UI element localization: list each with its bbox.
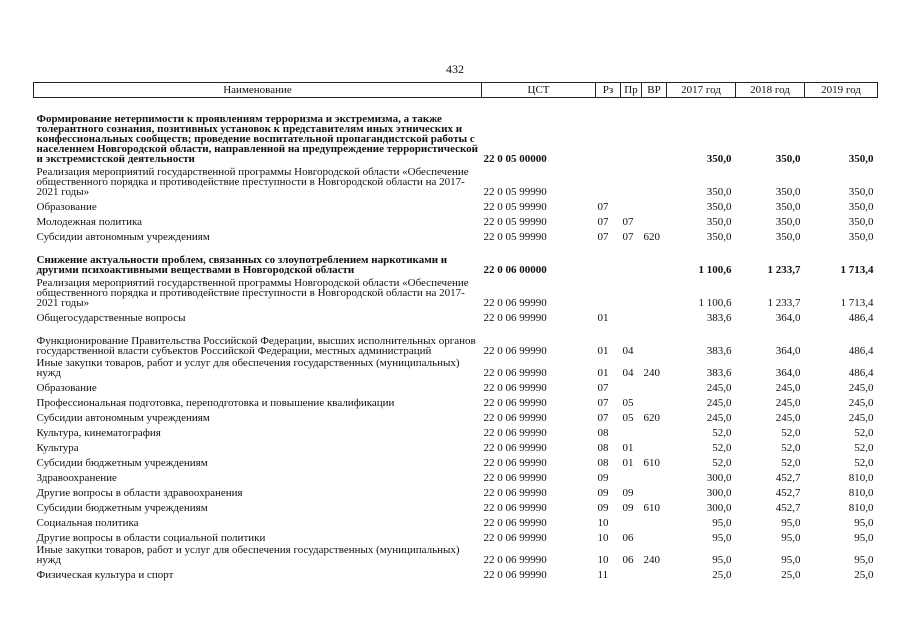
cell-name: Реализация мероприятий государственной программы Новгородской области «Обеспечение общественного порядка и противодействие преступности в Новгородской области на 2017-2021 годы» xyxy=(36,276,469,309)
cell-pr xyxy=(621,98,642,164)
cell-name: Образование xyxy=(36,200,97,213)
cell-2018: 245,0 xyxy=(775,396,801,409)
table-row xyxy=(34,242,878,275)
cell-cst: 22 0 06 99990 xyxy=(483,441,547,454)
cell-cst: 22 0 06 99990 xyxy=(483,296,547,309)
cell-pr: 04 xyxy=(622,344,634,357)
cell-pr xyxy=(621,378,642,393)
table-row xyxy=(34,227,878,242)
cell-2019: 350,0 xyxy=(848,152,874,165)
cell-cst: 22 0 06 99990 xyxy=(483,501,547,514)
cell-vr xyxy=(642,483,667,498)
cell-pr xyxy=(621,308,642,323)
cell-vr xyxy=(642,513,667,528)
cell-2019: 95,0 xyxy=(854,516,874,529)
cell-2018: 350,0 xyxy=(775,200,801,213)
cell-2017: 52,0 xyxy=(712,456,732,469)
table-row xyxy=(34,197,878,212)
cell-rz xyxy=(596,164,621,197)
cell-2019: 1 713,4 xyxy=(840,296,874,309)
cell-2019: 95,0 xyxy=(854,531,874,544)
cell-2019: 350,0 xyxy=(848,215,874,228)
cell-2019: 486,4 xyxy=(848,344,874,357)
cell-rz: 09 xyxy=(597,486,609,499)
table-row xyxy=(34,393,878,408)
cell-pr xyxy=(621,197,642,212)
cell-pr: 06 xyxy=(622,531,634,544)
cell-2018: 52,0 xyxy=(781,441,801,454)
cell-rz: 08 xyxy=(597,426,609,439)
cell-name: Иные закупки товаров, работ и услуг для обеспечения государственных (муниципальных) нужд xyxy=(36,543,460,566)
cell-2018: 452,7 xyxy=(775,501,801,514)
cell-2017: 1 100,6 xyxy=(698,296,732,309)
cell-cst: 22 0 06 99990 xyxy=(483,553,547,566)
cell-name: Субсидии бюджетным учреждениям xyxy=(36,456,208,469)
cell-name: Функционирование Правительства Российской Федерации, высших исполнительных органов государственной власти субъектов Российской Федерации, местных администраций xyxy=(36,334,476,357)
cell-2017: 1 100,6 xyxy=(698,263,732,276)
cell-2017: 350,0 xyxy=(706,230,732,243)
header-2018: 2018 год xyxy=(736,83,805,98)
cell-cst: 22 0 06 99990 xyxy=(483,344,547,357)
cell-name: Реализация мероприятий государственной программы Новгородской области «Обеспечение общественного порядка и противодействие преступности в Новгородской области на 2017-2021 годы» xyxy=(36,165,469,198)
cell-2019: 52,0 xyxy=(854,456,874,469)
cell-2018: 95,0 xyxy=(781,553,801,566)
cell-2019: 245,0 xyxy=(848,396,874,409)
cell-pr: 01 xyxy=(622,441,634,454)
cell-name: Субсидии автономным учреждениям xyxy=(36,411,210,424)
cell-2017: 350,0 xyxy=(706,200,732,213)
cell-vr xyxy=(642,423,667,438)
cell-cst: 22 0 06 99990 xyxy=(483,381,547,394)
cell-cst: 22 0 06 99990 xyxy=(483,411,547,424)
cell-cst: 22 0 06 99990 xyxy=(483,531,547,544)
table-row xyxy=(34,164,878,197)
cell-2018: 245,0 xyxy=(775,411,801,424)
table-row xyxy=(34,408,878,423)
cell-vr xyxy=(642,468,667,483)
cell-2018: 350,0 xyxy=(775,152,801,165)
cell-2017: 95,0 xyxy=(712,516,732,529)
header-pr: Пр xyxy=(621,83,642,98)
table-row xyxy=(34,378,878,393)
header-2019: 2019 год xyxy=(805,83,878,98)
cell-vr xyxy=(642,528,667,543)
cell-rz: 09 xyxy=(597,501,609,514)
cell-pr: 04 xyxy=(622,366,634,379)
cell-2018: 364,0 xyxy=(775,366,801,379)
cell-vr xyxy=(642,565,667,580)
table-row xyxy=(34,356,878,378)
cell-cst: 22 0 05 99990 xyxy=(483,230,547,243)
cell-2018: 245,0 xyxy=(775,381,801,394)
cell-name: Социальная политика xyxy=(36,516,139,529)
cell-2018: 52,0 xyxy=(781,456,801,469)
cell-pr: 07 xyxy=(622,230,634,243)
cell-name: Субсидии бюджетным учреждениям xyxy=(36,501,208,514)
cell-2018: 452,7 xyxy=(775,486,801,499)
cell-name: Образование xyxy=(36,381,97,394)
cell-pr xyxy=(621,242,642,275)
cell-2019: 245,0 xyxy=(848,411,874,424)
cell-2019: 350,0 xyxy=(848,185,874,198)
cell-vr: 620 xyxy=(643,230,660,243)
cell-cst: 22 0 06 99990 xyxy=(483,311,547,324)
table-row xyxy=(34,483,878,498)
cell-2019: 810,0 xyxy=(848,486,874,499)
cell-rz: 07 xyxy=(597,230,609,243)
header-vr: ВР xyxy=(642,83,667,98)
cell-vr: 610 xyxy=(643,501,660,514)
cell-pr: 05 xyxy=(622,396,634,409)
cell-cst: 22 0 05 99990 xyxy=(483,185,547,198)
page-number: 432 xyxy=(446,62,464,76)
cell-2017: 350,0 xyxy=(706,152,732,165)
cell-2018: 95,0 xyxy=(781,531,801,544)
table-row xyxy=(34,565,878,580)
cell-pr: 06 xyxy=(622,553,634,566)
cell-name: Профессиональная подготовка, переподготовка и повышение квалификации xyxy=(36,396,395,409)
cell-cst: 22 0 06 99990 xyxy=(483,471,547,484)
cell-2019: 1 713,4 xyxy=(840,263,874,276)
cell-2019: 486,4 xyxy=(848,311,874,324)
cell-cst: 22 0 05 00000 xyxy=(483,152,547,165)
cell-name: Культура, кинематография xyxy=(36,426,161,439)
cell-name: Общегосударственные вопросы xyxy=(36,311,186,324)
cell-vr xyxy=(642,393,667,408)
cell-vr xyxy=(642,438,667,453)
cell-2017: 25,0 xyxy=(712,568,732,581)
cell-2018: 25,0 xyxy=(781,568,801,581)
cell-cst: 22 0 06 99990 xyxy=(483,486,547,499)
cell-2018: 364,0 xyxy=(775,344,801,357)
table-row xyxy=(34,323,878,356)
cell-rz xyxy=(596,242,621,275)
cell-2018: 364,0 xyxy=(775,311,801,324)
table-row xyxy=(34,438,878,453)
cell-vr: 620 xyxy=(643,411,660,424)
cell-vr xyxy=(642,212,667,227)
cell-2018: 52,0 xyxy=(781,426,801,439)
cell-2018: 1 233,7 xyxy=(767,296,801,309)
cell-2017: 300,0 xyxy=(706,471,732,484)
cell-name: Иные закупки товаров, работ и услуг для обеспечения государственных (муниципальных) нужд xyxy=(36,356,460,379)
cell-cst: 22 0 06 99990 xyxy=(483,396,547,409)
cell-rz: 07 xyxy=(597,396,609,409)
cell-name: Физическая культура и спорт xyxy=(36,568,174,581)
cell-2017: 300,0 xyxy=(706,486,732,499)
cell-name: Снижение актуальности проблем, связанных со злоупотреблением наркотиками и другими психоактивными веществами в Новгородской области xyxy=(36,253,448,276)
cell-pr xyxy=(621,275,642,308)
cell-2017: 300,0 xyxy=(706,501,732,514)
budget-table xyxy=(33,82,878,580)
table-row xyxy=(34,212,878,227)
cell-cst: 22 0 05 99990 xyxy=(483,215,547,228)
cell-vr: 240 xyxy=(643,553,660,566)
cell-2017: 383,6 xyxy=(706,344,732,357)
cell-pr: 05 xyxy=(622,411,634,424)
cell-name: Субсидии автономным учреждениям xyxy=(36,230,210,243)
cell-2017: 95,0 xyxy=(712,531,732,544)
cell-name: Культура xyxy=(36,441,79,454)
header-2017: 2017 год xyxy=(667,83,736,98)
cell-2019: 25,0 xyxy=(854,568,874,581)
cell-cst: 22 0 06 99990 xyxy=(483,568,547,581)
cell-2019: 810,0 xyxy=(848,471,874,484)
table-row xyxy=(34,543,878,565)
header-cst: ЦСТ xyxy=(482,83,596,98)
cell-vr: 240 xyxy=(643,366,660,379)
cell-name: Другие вопросы в области здравоохранения xyxy=(36,486,243,499)
cell-2018: 350,0 xyxy=(775,185,801,198)
cell-name: Молодежная политика xyxy=(36,215,143,228)
cell-name: Формирование нетерпимости к проявлениям терроризма и экстремизма, а также толерантного сознания, позитивных установок к представителям иных этнических и конфессиональных сообществ; проведение воспитательной пропагандистской работы с населением Новгородской области, направленной на предупреждение террористической и экстремистской деятельности xyxy=(36,112,478,165)
cell-2018: 350,0 xyxy=(775,230,801,243)
cell-rz: 10 xyxy=(597,516,609,529)
cell-2019: 350,0 xyxy=(848,230,874,243)
cell-vr xyxy=(642,275,667,308)
cell-rz: 10 xyxy=(597,531,609,544)
cell-2017: 245,0 xyxy=(706,381,732,394)
cell-2018: 95,0 xyxy=(781,516,801,529)
cell-pr xyxy=(621,565,642,580)
cell-2019: 350,0 xyxy=(848,200,874,213)
cell-2019: 245,0 xyxy=(848,381,874,394)
cell-2017: 383,6 xyxy=(706,311,732,324)
cell-2017: 383,6 xyxy=(706,366,732,379)
cell-2017: 95,0 xyxy=(712,553,732,566)
cell-rz: 07 xyxy=(597,215,609,228)
cell-pr: 01 xyxy=(622,456,634,469)
table-row xyxy=(34,98,878,164)
cell-2019: 52,0 xyxy=(854,426,874,439)
table-row xyxy=(34,423,878,438)
cell-rz: 07 xyxy=(597,411,609,424)
table-row xyxy=(34,308,878,323)
cell-2017: 52,0 xyxy=(712,441,732,454)
cell-2018: 1 233,7 xyxy=(767,263,801,276)
cell-rz: 08 xyxy=(597,456,609,469)
cell-rz: 11 xyxy=(597,568,609,581)
header-rz: Рз xyxy=(596,83,621,98)
cell-vr xyxy=(642,242,667,275)
cell-vr xyxy=(642,323,667,356)
cell-cst: 22 0 06 00000 xyxy=(483,263,547,276)
cell-rz: 08 xyxy=(597,441,609,454)
cell-2019: 810,0 xyxy=(848,501,874,514)
cell-2017: 245,0 xyxy=(706,396,732,409)
table-row xyxy=(34,513,878,528)
cell-vr xyxy=(642,98,667,164)
cell-pr: 09 xyxy=(622,501,634,514)
cell-vr xyxy=(642,164,667,197)
cell-2017: 245,0 xyxy=(706,411,732,424)
cell-rz xyxy=(596,275,621,308)
header-name: Наименование xyxy=(34,83,482,98)
cell-vr xyxy=(642,197,667,212)
table-row xyxy=(34,275,878,308)
cell-rz: 01 xyxy=(597,344,609,357)
cell-rz: 07 xyxy=(597,200,609,213)
cell-vr xyxy=(642,308,667,323)
cell-vr: 610 xyxy=(643,456,660,469)
cell-2019: 95,0 xyxy=(854,553,874,566)
cell-2017: 350,0 xyxy=(706,215,732,228)
table-row xyxy=(34,528,878,543)
cell-2017: 52,0 xyxy=(712,426,732,439)
cell-pr: 07 xyxy=(622,215,634,228)
cell-pr xyxy=(621,513,642,528)
cell-2018: 350,0 xyxy=(775,215,801,228)
cell-name: Здравоохранение xyxy=(36,471,117,484)
cell-rz xyxy=(596,98,621,164)
cell-pr xyxy=(621,164,642,197)
cell-rz: 09 xyxy=(597,471,609,484)
cell-vr xyxy=(642,378,667,393)
cell-2017: 350,0 xyxy=(706,185,732,198)
table-row xyxy=(34,468,878,483)
cell-rz: 07 xyxy=(597,381,609,394)
cell-cst: 22 0 06 99990 xyxy=(483,366,547,379)
table-row xyxy=(34,498,878,513)
table-header-row xyxy=(34,83,878,98)
cell-cst: 22 0 06 99990 xyxy=(483,456,547,469)
cell-2019: 486,4 xyxy=(848,366,874,379)
table-body xyxy=(34,98,878,580)
cell-2018: 452,7 xyxy=(775,471,801,484)
cell-rz: 01 xyxy=(597,311,609,324)
cell-cst: 22 0 06 99990 xyxy=(483,516,547,529)
cell-name: Другие вопросы в области социальной политики xyxy=(36,531,266,544)
cell-cst: 22 0 06 99990 xyxy=(483,426,547,439)
cell-pr xyxy=(621,423,642,438)
cell-2019: 52,0 xyxy=(854,441,874,454)
cell-rz: 01 xyxy=(597,366,609,379)
cell-pr: 09 xyxy=(622,486,634,499)
cell-cst: 22 0 05 99990 xyxy=(483,200,547,213)
table-row xyxy=(34,453,878,468)
cell-pr xyxy=(621,468,642,483)
cell-rz: 10 xyxy=(597,553,609,566)
